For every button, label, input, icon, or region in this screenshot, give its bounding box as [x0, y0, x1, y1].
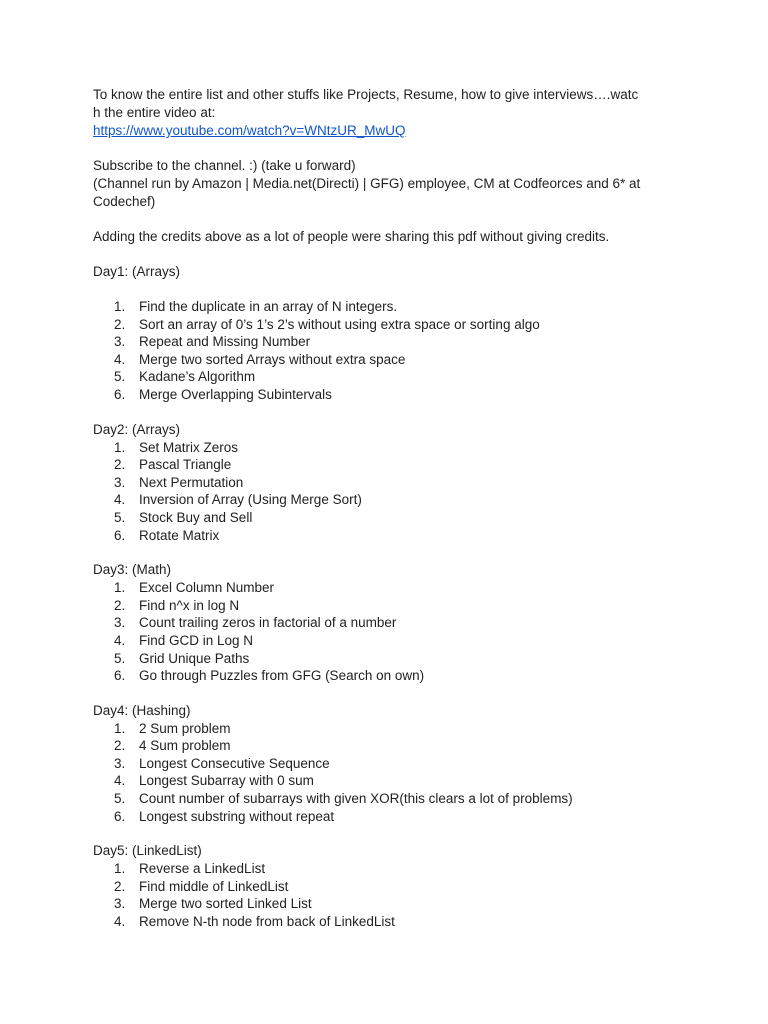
- item-number: 5.: [114, 509, 126, 525]
- item-number: 1.: [114, 720, 126, 736]
- item-number: 5.: [114, 650, 126, 666]
- item-text: Reverse a LinkedList: [139, 861, 266, 877]
- item-text: Pascal Triangle: [139, 457, 232, 473]
- item-text: Merge two sorted Linked List: [139, 896, 312, 912]
- list-item: [93, 474, 693, 492]
- item-text: Count number of subarrays with given XOR(this clears a lot of problems): [139, 791, 573, 807]
- day-title: Day4: (Hashing): [93, 702, 191, 718]
- list-item: [93, 386, 693, 404]
- item-number: 3.: [114, 474, 126, 490]
- problem-list: [93, 860, 693, 930]
- list-item: [93, 456, 693, 474]
- document-page: [93, 86, 693, 931]
- list-item: [93, 527, 693, 545]
- item-text: Merge two sorted Arrays without extra space: [139, 351, 406, 367]
- list-item: [93, 878, 693, 896]
- problem-list: [93, 720, 693, 826]
- item-text: Inversion of Array (Using Merge Sort): [139, 492, 362, 508]
- channel-info-line-1: (Channel run by Amazon | Media.net(Directi) | GFG) employee, CM at Codfeorces and 6* at: [93, 176, 641, 191]
- list-item: [93, 439, 693, 457]
- list-item: [93, 772, 693, 790]
- item-number: 2.: [114, 878, 126, 894]
- item-number: 1.: [114, 299, 126, 314]
- list-item: [93, 298, 693, 316]
- item-text: Longest Subarray with 0 sum: [139, 773, 314, 789]
- day-5-section: [93, 842, 693, 930]
- intro-text-line-2: h the entire video at:: [93, 105, 216, 120]
- item-text: Find the duplicate in an array of N integers.: [139, 299, 398, 314]
- item-text: Find middle of LinkedList: [139, 878, 289, 894]
- item-text: Merge Overlapping Subintervals: [139, 386, 332, 402]
- list-item: [93, 860, 693, 878]
- problem-list: [93, 439, 693, 545]
- list-item: [93, 579, 693, 597]
- item-number: 6.: [114, 527, 126, 543]
- item-number: 3.: [114, 755, 126, 771]
- credits-note: Adding the credits above as a lot of people were sharing this pdf without giving credits.: [93, 229, 610, 244]
- day-title: Day3: (Math): [93, 562, 172, 578]
- item-number: 4.: [114, 351, 126, 367]
- day-title: Day5: (LinkedList): [93, 843, 202, 859]
- list-item: [93, 509, 693, 527]
- item-text: Remove N-th node from back of LinkedList: [139, 914, 395, 930]
- day-2-section: [93, 421, 693, 545]
- item-text: Excel Column Number: [139, 580, 275, 596]
- item-text: Go through Puzzles from GFG (Search on own): [139, 668, 425, 684]
- list-item: [93, 632, 693, 650]
- item-number: 2.: [114, 316, 126, 332]
- item-number: 5.: [114, 369, 126, 385]
- item-number: 2.: [114, 597, 126, 613]
- item-text: 2 Sum problem: [139, 720, 231, 736]
- problem-list: [93, 298, 693, 404]
- item-text: 4 Sum problem: [139, 738, 231, 754]
- day-4-section: [93, 702, 693, 826]
- list-item: [93, 808, 693, 826]
- list-item: [93, 597, 693, 615]
- item-number: 6.: [114, 808, 126, 824]
- item-text: Count trailing zeros in factorial of a number: [139, 615, 397, 631]
- item-number: 6.: [114, 668, 126, 684]
- item-text: Grid Unique Paths: [139, 650, 250, 666]
- item-number: 1.: [114, 439, 126, 455]
- item-text: Stock Buy and Sell: [139, 509, 253, 525]
- item-number: 3.: [114, 615, 126, 631]
- list-item: [93, 491, 693, 509]
- intro-text-line-1: To know the entire list and other stuffs like Projects, Resume, how to give interviews….watc: [93, 87, 639, 102]
- list-item: [93, 737, 693, 755]
- item-text: Longest Consecutive Sequence: [139, 755, 330, 771]
- youtube-video-link[interactable]: https://www.youtube.com/watch?v=WNtzUR_MwUQ: [93, 123, 406, 138]
- item-text: Find GCD in Log N: [139, 632, 254, 648]
- list-item: [93, 333, 693, 351]
- item-number: 4.: [114, 632, 126, 648]
- list-item: [93, 913, 693, 931]
- item-number: 4.: [114, 914, 126, 930]
- item-number: 4.: [114, 773, 126, 789]
- item-text: Rotate Matrix: [139, 527, 220, 543]
- day-title: Day1: (Arrays): [93, 264, 181, 279]
- item-number: 1.: [114, 861, 126, 877]
- item-text: Sort an array of 0’s 1’s 2’s without using extra space or sorting algo: [139, 316, 540, 332]
- item-number: 2.: [114, 738, 126, 754]
- list-item: [93, 368, 693, 386]
- item-number: 3.: [114, 896, 126, 912]
- list-item: [93, 614, 693, 632]
- list-item: [93, 895, 693, 913]
- list-item: [93, 790, 693, 808]
- list-item: [93, 316, 693, 334]
- item-number: 1.: [114, 580, 126, 596]
- list-item: [93, 351, 693, 369]
- item-text: Set Matrix Zeros: [139, 439, 239, 455]
- item-number: 2.: [114, 457, 126, 473]
- day-title: Day2: (Arrays): [93, 421, 181, 437]
- item-text: Kadane’s Algorithm: [139, 369, 256, 385]
- item-text: Longest substring without repeat: [139, 808, 335, 824]
- item-text: Repeat and Missing Number: [139, 334, 311, 350]
- item-number: 5.: [114, 791, 126, 807]
- problem-list: [93, 579, 693, 685]
- item-number: 3.: [114, 334, 126, 350]
- list-item: [93, 720, 693, 738]
- item-number: 6.: [114, 386, 126, 402]
- list-item: [93, 755, 693, 773]
- item-text: Next Permutation: [139, 474, 244, 490]
- item-number: 4.: [114, 492, 126, 508]
- list-item: [93, 667, 693, 685]
- channel-info-line-2: Codechef): [93, 194, 156, 209]
- item-text: Find n^x in log N: [139, 597, 240, 613]
- list-item: [93, 650, 693, 668]
- day-1-section: [93, 263, 693, 404]
- subscribe-text: Subscribe to the channel. :) (take u forward): [93, 158, 356, 173]
- day-3-section: [93, 561, 693, 685]
